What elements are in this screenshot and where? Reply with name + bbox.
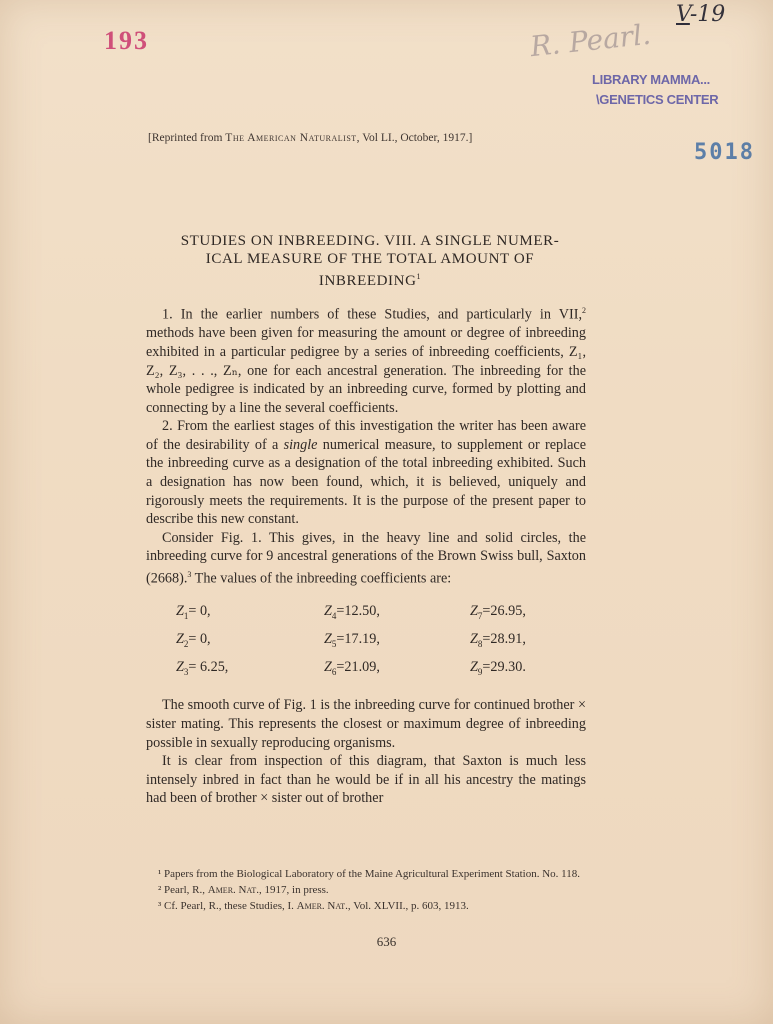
coefficient-z9-subscript: 9	[477, 667, 483, 678]
title-footnote-marker: 1	[416, 272, 422, 281]
coefficient-z6: $Z_6=21.09$,	[324, 659, 380, 678]
footnote-1: ¹ Papers from the Biological Laboratory of the Maine Agricultural Experiment Station. No. 118.	[158, 868, 581, 880]
coefficient-z4-value: 12.50,	[344, 603, 380, 620]
coefficient-z7: $Z_7=26.95$,	[470, 603, 526, 622]
title-line-3	[140, 268, 600, 290]
paragraph-2-text-b: numerical measure, to supplement or replace the inbreeding curve as a designation of the total inbreeding exhibited. Such a designation has now been found, which, it is believed, uniquely and rigorously meets the requirements. It is the purpose of the present paper to describe this new constant.	[146, 436, 586, 528]
red-stamp-number: 193	[104, 26, 149, 55]
journal-name: The American Naturalist	[225, 132, 357, 144]
footnote-2-text-b: , 1917, in press.	[259, 884, 329, 896]
coefficient-z6-value: 21.09,	[344, 659, 380, 676]
coefficient-table	[146, 600, 586, 686]
reprint-prefix: [Reprinted from	[148, 132, 226, 144]
paragraph-2-text-a: 2. From the earliest stages of this investigation the writer has been aware of the desirability of a	[146, 418, 586, 453]
coefficient-z6-subscript: 6	[331, 667, 337, 678]
paragraph-5: It is clear from inspection of this diagram, that Saxton is much less intensely inbred in fact than he would be if in all his ancestry the matings had been of brother × sister out of brother	[146, 753, 586, 807]
paragraph-3-text-b: The values of the inbreeding coefficients are:	[191, 570, 452, 587]
coefficient-z5-value: 17.19,	[344, 631, 380, 648]
footnote-3	[146, 898, 586, 914]
handwritten-signature: R. Pearl.	[528, 17, 653, 64]
library-stamp-line2: \GENETICS CENTER	[596, 92, 719, 107]
coefficient-z1-value: 0,	[199, 603, 211, 620]
title-line-1: STUDIES ON INBREEDING. VIII. A SINGLE NUMER-	[180, 233, 560, 249]
corner-mark-suffix: -19	[689, 2, 726, 27]
coefficient-z2: $Z_2= 0$,	[176, 631, 211, 650]
coefficient-z8-value: 28.91,	[490, 631, 526, 648]
paragraph-1-text-a: 1. In the earlier numbers of these Studies, and particularly in VII,	[162, 306, 582, 323]
coefficient-z4: $Z_4=12.50$,	[324, 603, 380, 622]
article-title	[140, 232, 600, 290]
footnotes	[146, 866, 586, 914]
paragraph-4: The smooth curve of Fig. 1 is the inbreeding curve for continued brother × sister mating. This represents the closest or maximum degree of inbreeding possible in sexually reproducing organisms.	[146, 697, 586, 751]
library-stamp-line1: LIBRARY MAMMA...	[592, 72, 710, 87]
corner-mark-numeral: V	[676, 2, 690, 27]
article-body	[146, 302, 586, 808]
coefficient-z3-value: 6.25,	[199, 659, 229, 676]
footnote-3-text-a: ³ Cf. Pearl, R., these Studies, I.	[158, 900, 297, 912]
coefficient-z5-subscript: 5	[331, 639, 337, 650]
paragraph-3-footnote-ref: 3	[187, 570, 192, 580]
footnote-2-text-a: ² Pearl, R.,	[158, 884, 208, 896]
footnote-2	[146, 882, 586, 898]
reprint-suffix: , Vol LI., October, 1917.]	[356, 132, 473, 144]
coefficient-z3: $Z_3= 6.25$,	[176, 659, 229, 678]
coefficient-z7-subscript: 7	[477, 611, 483, 622]
paragraph-1	[146, 302, 586, 417]
footnote-3-text-b: , Vol. XLVII., p. 603, 1913.	[347, 900, 469, 912]
coefficient-z9: $Z_9=29.30$.	[470, 659, 526, 678]
corner-catalog-mark	[676, 2, 725, 27]
paragraph-1-footnote-ref: 2	[582, 306, 586, 315]
coefficient-z3-subscript: 3	[183, 667, 189, 678]
paragraph-3-text-a: Consider Fig. 1. This gives, in the heavy line and solid circles, the inbreeding curve for 9 ancestral generations of the Brown Swiss bull, Saxton (2668).	[146, 529, 586, 587]
paragraph-1-text-b: methods have been given for measuring the amount or degree of inbreeding exhibited in a particular pedigree by a series of inbreeding coefficients, Z₁, Z₂, Z₃, . . ., Zₙ, one for each ancestral generation. The inbreeding for the whole pedigree is indicated by an inbreeding curve, formed by plotting and connecting by a line the several coefficients.	[146, 325, 586, 416]
page-number: 636	[376, 934, 397, 949]
paragraph-2-emphasis: single	[283, 436, 318, 453]
title-line-3-text: INBREEDING	[318, 273, 417, 289]
coefficient-z4-subscript: 4	[331, 611, 337, 622]
reprint-note	[148, 132, 588, 144]
library-stamp	[592, 70, 718, 110]
coefficient-z8-subscript: 8	[477, 639, 483, 650]
paragraph-3	[146, 529, 586, 589]
footnote-3-journal: Amer. Nat.	[296, 900, 348, 912]
footnote-2-journal: Amer. Nat.	[207, 884, 260, 896]
coefficient-z2-value: 0,	[199, 631, 211, 648]
coefficient-z8: $Z_8=28.91$,	[470, 631, 526, 650]
coefficient-z1-subscript: 1	[183, 611, 189, 622]
title-line-2: ICAL MEASURE OF THE TOTAL AMOUNT OF	[205, 251, 535, 267]
coefficient-z2-subscript: 2	[183, 639, 189, 650]
paragraph-2	[146, 417, 586, 529]
coefficient-z5: $Z_5=17.19$,	[324, 631, 380, 650]
coefficient-z7-value: 26.95,	[490, 603, 526, 620]
coefficient-z1: $Z_1= 0$,	[176, 603, 211, 622]
catalog-number-stamp: 5018	[694, 140, 755, 165]
coefficient-z9-value: 29.30.	[490, 659, 526, 676]
